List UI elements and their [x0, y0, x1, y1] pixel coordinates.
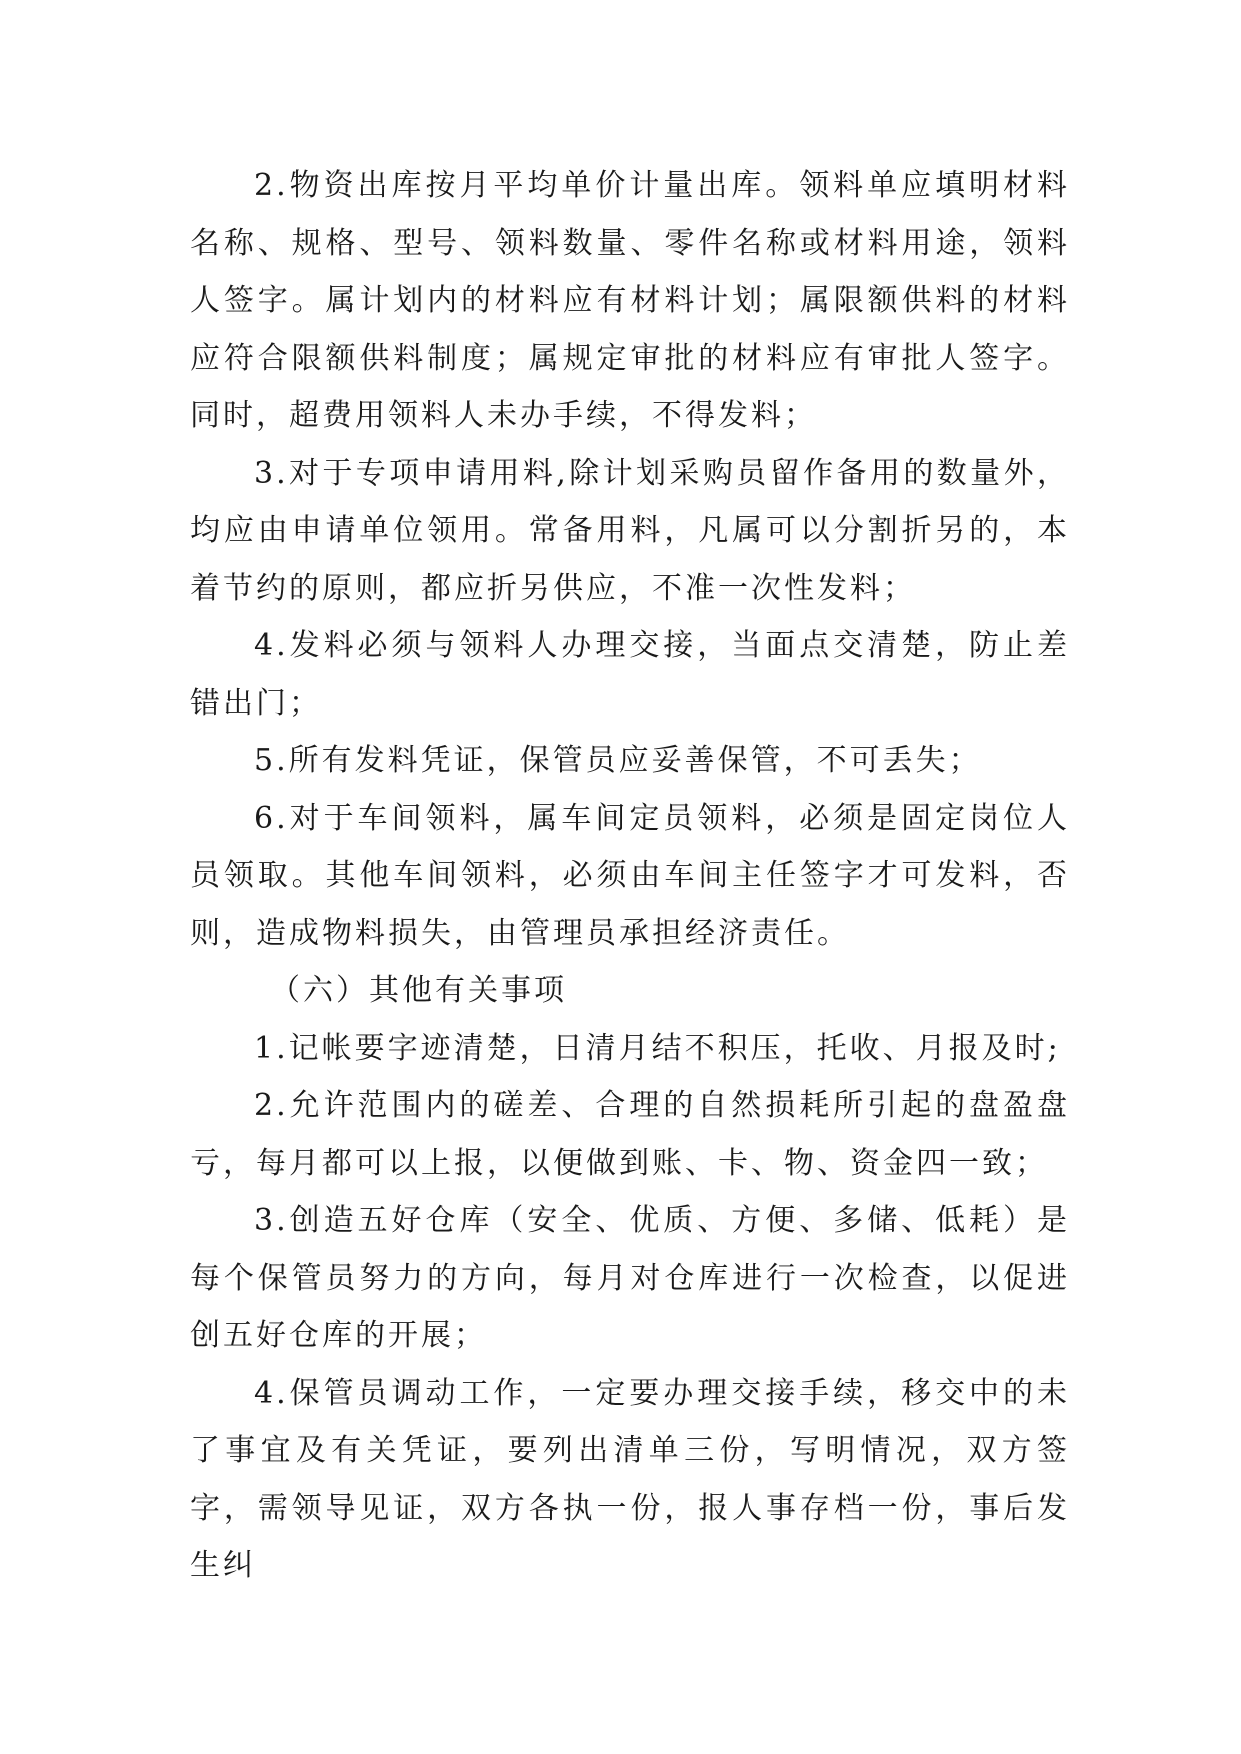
- paragraph-item-6: 6.对于车间领料，属车间定员领料，必须是固定岗位人员领取。其他车间领料，必须由车间主任签字才可发料，否则，造成物料损失，由管理员承担经济责任。: [190, 800, 1070, 951]
- paragraph-item-5: 5.所有发料凭证，保管员应妥善保管，不可丢失；: [254, 743, 982, 778]
- paragraph-item-3: 3.对于专项申请用料,除计划采购员留作备用的数量外，均应由申请单位领用。常备用料，凡属可以分割折另的，本着节约的原则，都应折另供应，不准一次性发料；: [190, 455, 1070, 606]
- paragraph-item-2: 2.物资出库按月平均单价计量出库。领料单应填明材料名称、规格、型号、领料数量、零件名称或材料用途，领料人签字。属计划内的材料应有材料计划；属限额供料的材料应符合限额供料制度；属规定审批的材料应有审批人签字。同时，超费用领料人未办手续，不得发料；: [190, 168, 1070, 433]
- section-paragraph-1: 1.记帐要字迹清楚，日清月结不积压，托收、月报及时;: [254, 1030, 1061, 1066]
- section-heading: （六）其他有关事项: [270, 973, 567, 1008]
- section-paragraph-2: 2.允许范围内的磋差、合理的自然损耗所引起的盘盈盘亏，每月都可以上报，以便做到账、卡、物、资金四一致；: [190, 1088, 1070, 1181]
- section-paragraph-4: 4.保管员调动工作，一定要办理交接手续，移交中的未了事宜及有关凭证，要列出清单三份，写明情况，双方签字，需领导见证，双方各执一份，报人事存档一份，事后发生纠: [190, 1375, 1070, 1583]
- paragraph-item-4: 4.发料必须与领料人办理交接，当面点交清楚，防止差错出门；: [190, 628, 1070, 721]
- section-paragraph-3: 3.创造五好仓库（安全、优质、方便、多储、低耗）是每个保管员努力的方向，每月对仓库进行一次检查，以促进创五好仓库的开展；: [190, 1203, 1070, 1353]
- document-body: [190, 157, 1070, 1595]
